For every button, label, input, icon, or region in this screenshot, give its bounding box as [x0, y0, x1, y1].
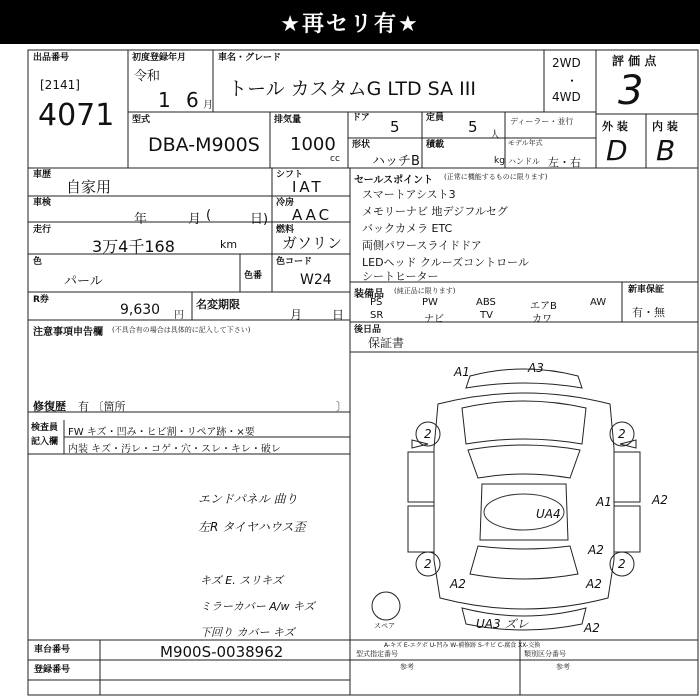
repair-label: 修復歴: [33, 400, 66, 413]
equip-ps: PS: [370, 297, 383, 308]
bottom-l3: 類別区分番号: [524, 650, 566, 658]
bottom-l2: 参考: [400, 663, 414, 671]
mileage-unit: km: [220, 238, 238, 251]
cool-label: 冷房: [276, 198, 295, 208]
meigi-month: 月: [290, 308, 303, 322]
reg-month-unit: 月: [203, 100, 213, 111]
equip-aw: AW: [590, 297, 607, 308]
doors-value: 5: [390, 118, 400, 136]
grade-int-label: 内 装: [652, 120, 678, 133]
checks-label-1: 検査員: [31, 423, 59, 433]
fuel-value: ガソリン: [282, 234, 343, 252]
mark-a2-rear-left: A2: [450, 577, 466, 591]
meigi-label: 名変期限: [196, 298, 240, 311]
checks-label-2: 記入欄: [31, 437, 59, 447]
regno-label: 登録番号: [34, 665, 71, 675]
tire-label: 新車保証: [628, 285, 665, 295]
grade-ext-label: 外 装: [602, 120, 628, 133]
inspection-month: 月: [188, 212, 202, 227]
hand-note-2: 左R タイヤハウス歪: [198, 520, 306, 534]
mark-a2-side: A2: [586, 577, 602, 591]
mark-a3-front: A3: [528, 361, 544, 375]
disp-label: 排気量: [274, 115, 302, 125]
damage-diagram: [350, 352, 698, 640]
tire-value: 有・無: [632, 306, 665, 319]
mark-a2-rear-right: A2: [588, 543, 604, 557]
load-unit: kg: [494, 156, 505, 166]
mark-a1-front: A1: [454, 365, 470, 379]
drive-2wd: 2WD: [552, 56, 581, 70]
grade-int: B: [656, 134, 676, 167]
body-label: 形状: [352, 140, 371, 150]
windshield: [468, 445, 580, 478]
grade-label: 評 価 点: [612, 54, 657, 68]
repair-value: 有 〔箇所: [78, 400, 126, 413]
sales-label: セールスポイント: [354, 175, 434, 186]
reg-year: 1: [158, 88, 171, 112]
sales-item-5: LEDヘッド クルーズコントロール: [362, 256, 529, 269]
seats-label: 定員: [426, 113, 445, 123]
equip-sub: (純正品に限ります): [394, 287, 456, 295]
diagram-legend: A-キズ E-エクボ U-凹み W-補修跡 S-サビ C-腐食 XX-交換: [384, 642, 541, 649]
cool-value: AAC: [292, 206, 333, 224]
sales-sub: (正常に機能するものに限ります): [444, 173, 548, 181]
grade-ext: D: [606, 134, 628, 167]
rear-window: [470, 546, 578, 579]
mark-2-fl: 2: [424, 427, 432, 441]
body-value: ハッチB: [372, 154, 420, 169]
model-label: 型式: [132, 115, 151, 125]
equip-tv: TV: [480, 310, 493, 321]
color-num-label: 色番: [244, 271, 263, 281]
hand-note-1: エンドパネル 曲り: [198, 492, 298, 506]
year-label: モデル年式: [508, 139, 543, 147]
equip-sr: SR: [370, 310, 384, 321]
sales-item-1: スマートアシスト3: [362, 188, 456, 201]
spare-tire: [372, 592, 400, 620]
shift-label: シフト: [276, 170, 304, 180]
handle-value: 左・右: [548, 156, 581, 169]
dealer-label: ディーラー・並行: [510, 117, 574, 126]
color-label: 色: [33, 257, 43, 267]
shift-value: IAT: [292, 178, 324, 196]
reg-month: 6: [186, 88, 199, 112]
handle-label: ハンドル: [508, 157, 540, 166]
lot-label: 出品番号: [33, 53, 70, 63]
recycle-unit: 円: [174, 310, 184, 321]
reg-era: 令和: [134, 69, 161, 84]
model-value: DBA-M900S: [148, 134, 260, 156]
hand-note-4: ミラーカバー A/w キズ: [200, 600, 315, 613]
mileage-value: 3万4千168: [92, 237, 175, 256]
recycle-value: 9,630: [120, 302, 161, 318]
hood: [462, 401, 586, 444]
sales-item-2: メモリーナビ 地デジフルセグ: [362, 205, 508, 218]
after-value: 保証書: [368, 336, 405, 350]
drive-dot: ・: [566, 74, 579, 88]
left-doors: [408, 452, 434, 552]
color-value: パール: [64, 274, 103, 289]
mark-ua4: UA4: [536, 507, 561, 521]
notes-sub: (不具合有の場合は具体的に記入して下さい): [112, 326, 251, 334]
drive-4wd: 4WD: [552, 90, 581, 104]
front-bumper: [466, 369, 582, 388]
inspection-day: 日): [250, 212, 269, 227]
equip-abs: ABS: [476, 297, 496, 308]
notes-label: 注意事項申告欄: [33, 327, 103, 338]
grade-score: 3: [618, 68, 644, 114]
car-label: 車名・グレード: [218, 53, 282, 63]
right-doors: [614, 452, 640, 552]
inspection-open: (: [206, 208, 212, 223]
inspection-year: 年: [134, 212, 148, 227]
reg-label: 初度登録年月: [132, 53, 187, 63]
meigi-day: 日: [332, 308, 345, 322]
sales-item-6: シートヒーター: [362, 270, 439, 283]
sales-item-3: バックカメラ ETC: [362, 222, 453, 235]
after-label: 後日品: [354, 325, 382, 335]
equip-leather: カワ: [532, 314, 552, 325]
mark-2-fr: 2: [618, 427, 626, 441]
mark-a2-right: A2: [652, 493, 668, 507]
hand-note-5: 下回り カバー キズ: [200, 626, 295, 639]
left-mirror: [412, 440, 428, 448]
equip-pw: PW: [422, 297, 438, 308]
doors-label: ドア: [352, 113, 370, 123]
mark-2-rr: 2: [618, 557, 626, 571]
history-value: 自家用: [66, 178, 112, 196]
mark-a2-bumper: A2: [584, 621, 600, 635]
chassis-value: M900S-0038962: [160, 643, 284, 661]
fuel-label: 燃料: [276, 225, 295, 235]
recycle-label: R券: [33, 295, 49, 305]
mileage-label: 走行: [33, 225, 52, 235]
hand-note-3: キズ E. スリキズ: [200, 574, 283, 587]
mark-ua3: UA3 ズレ: [476, 617, 529, 631]
seats-unit: 人: [490, 130, 500, 141]
mark-2-rl: 2: [424, 557, 432, 571]
disp-value: 1000: [290, 134, 336, 155]
bottom-l1: 型式指定番号: [356, 650, 398, 658]
color-code: W24: [300, 272, 332, 288]
mark-a1-side: A1: [596, 495, 612, 509]
color-code-label: 色コード: [276, 257, 313, 267]
spare-label: スペア: [374, 622, 395, 630]
car-name: トール カスタムG LTD SA III: [228, 78, 476, 100]
chassis-label: 車台番号: [34, 645, 71, 655]
repair-close: 〕: [336, 400, 347, 413]
load-label: 積載: [426, 140, 445, 150]
seats-value: 5: [468, 118, 478, 136]
disp-unit: cc: [330, 154, 340, 164]
equip-navi: ナビ: [424, 314, 444, 325]
equip-label: 装備品: [354, 289, 384, 300]
bottom-l4: 参考: [556, 663, 570, 671]
checks-row-1: FW キズ・凹み・ヒビ割・リペア跡・×要: [68, 427, 255, 438]
history-label: 車歴: [33, 170, 52, 180]
inspection-label: 車検: [33, 198, 52, 208]
checks-row-2: 内装 キズ・汚レ・コゲ・穴・スレ・キレ・破レ: [68, 444, 281, 455]
equip-airbag: エアB: [530, 301, 557, 312]
lot-number: 4071: [38, 98, 115, 133]
lot-sub: [2141]: [40, 78, 80, 92]
sales-item-4: 両側パワースライドドア: [362, 239, 482, 252]
page-header: ★再セリ有★: [0, 0, 700, 44]
